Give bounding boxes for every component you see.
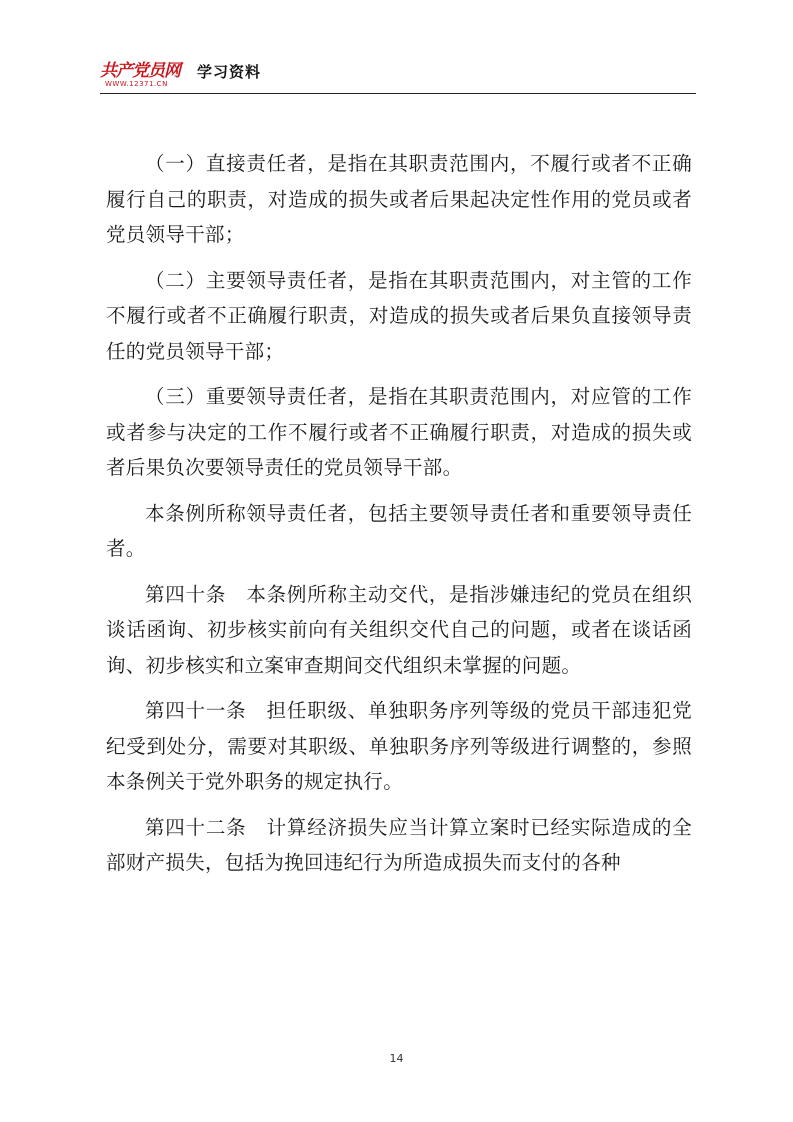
site-logo (100, 55, 192, 93)
body-text (106, 146, 692, 891)
logo-text: 共产党员网 (100, 61, 180, 81)
paragraph-article-40: 第四十条 本条例所称主动交代，是指涉嫌违纪的党员在组织谈话函询、初步核实前向有关组织交代自己的问题，或者在谈话函询、初步核实和立案审查期间交代组织未掌握的问题。 (106, 582, 692, 677)
page-header (100, 55, 696, 95)
paragraph-important-leader-responsible: （三）重要领导责任者，是指在其职责范围内，对应管的工作或者参与决定的工作不履行或者不正确履行职责，对造成的损失或者后果负次要领导责任的党员领导干部。 (106, 385, 692, 479)
paragraph-leader-definition: 本条例所称领导责任者，包括主要领导责任者和重要领导责任者。 (106, 501, 692, 560)
paragraph-main-leader-responsible: （二）主要领导责任者，是指在其职责范围内，对主管的工作不履行或者不正确履行职责，对造成的损失或者后果负直接领导责任的党员领导干部； (106, 268, 692, 363)
header-divider (100, 93, 696, 94)
paragraph-article-42: 第四十二条 计算经济损失应当计算立案时已经实际造成的全部财产损失，包括为挽回违纪行为所造成损失而支付的各种 (106, 815, 692, 874)
page-number: 14 (389, 1052, 404, 1065)
paragraph-article-41: 第四十一条 担任职级、单独职务序列等级的党员干部违犯党纪受到处分，需要对其职级、单独职务序列等级进行调整的，参照本条例关于党外职务的规定执行。 (106, 699, 692, 793)
logo-url: WWW.12371.CN (105, 80, 168, 88)
paragraph-direct-responsible: （一）直接责任者，是指在其职责范围内，不履行或者不正确履行自己的职责，对造成的损失或者后果起决定性作用的党员或者党员领导干部； (106, 152, 692, 246)
header-title: 学习资料 (197, 63, 262, 81)
